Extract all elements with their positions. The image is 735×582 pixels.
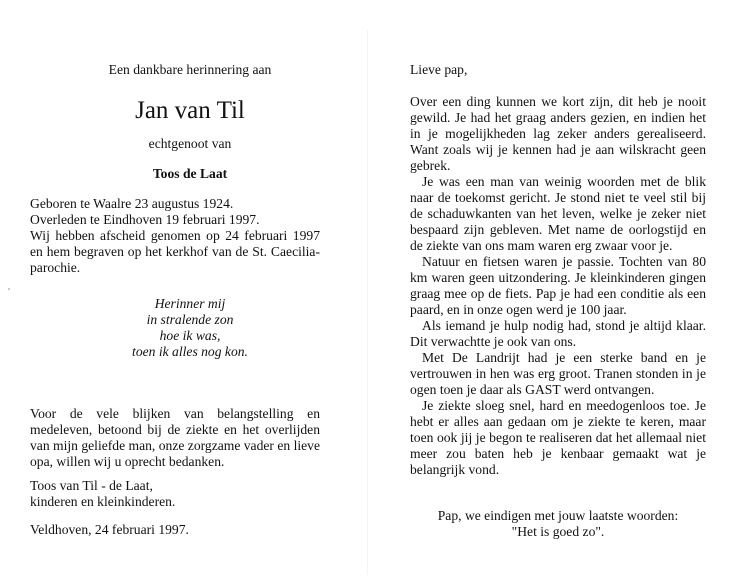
death-line: Overleden te Eindhoven 19 februari 1997. bbox=[30, 212, 260, 227]
verse-line: toen ik alles nog kon. bbox=[132, 344, 248, 359]
scan-speck bbox=[8, 288, 10, 290]
place-date: Veldhoven, 24 februari 1997. bbox=[30, 522, 189, 537]
letter-paragraph: Je ziekte sloeg snel, hard en meedogenloos toe. Je hebt er alles aan gedaan om je ziekte te keren, maar toen ook jij je begon te realiseren dat het allemaal niet meer zou baten heb je kenbaar gemaakt wat je belangrijk vond. bbox=[410, 398, 706, 477]
letter-paragraph: Met De Landrijt had je een sterke band en je vertrouwen in hen was erg groot. Tranen stonden in je ogen toen je daar als GAST werd ontvangen. bbox=[410, 350, 706, 397]
birth-line: Geboren te Waalre 23 augustus 1924. bbox=[30, 196, 234, 211]
verse-line: hoe ik was, bbox=[159, 328, 221, 343]
deceased-name: Jan van Til bbox=[135, 97, 245, 124]
verse-line: Herinner mij bbox=[154, 296, 226, 311]
closing-line: Pap, we eindigen met jouw laatste woorden: bbox=[437, 508, 679, 523]
letter-paragraph: Over een ding kunnen we kort zijn, dit heb je nooit gewild. Je had het graag anders gezien, en indien het in je mogelijkheden lag zeker anders gerealiseerd. Want zoals wij je kennen had je aan wilskracht geen gebrek. bbox=[410, 94, 706, 173]
greeting: Lieve pap, bbox=[410, 62, 468, 77]
signature-block bbox=[30, 478, 320, 510]
letter-paragraph: Je was een man van weinig woorden met de blik naar de toekomst gericht. Je stond niet te veel stil bij de schaduwkanten van het leven, welke je zeker niet bespaard zijn gebleven. Met name de oorlogstijd en de ziekte van ons mam waren erg zwaar voor je. bbox=[410, 174, 706, 253]
bio-block bbox=[30, 196, 320, 276]
signature-family: kinderen en kleinkinderen. bbox=[30, 494, 176, 509]
letter-paragraph: Als iemand je hulp nodig had, stond je altijd klaar. Dit verwachtte je ook van ons. bbox=[410, 318, 706, 349]
letter-paragraph: Natuur en fietsen waren je passie. Tochten van 80 km waren geen uitzondering. Je kleinkinderen gingen graag mee op de fiets. Pap je had een conditie als een paard, en in onze ogen werd je 100 jaar. bbox=[410, 254, 706, 317]
letter-body bbox=[410, 94, 706, 478]
memorial-verse bbox=[30, 296, 350, 360]
last-words: "Het is goed zo". bbox=[511, 524, 605, 539]
spouse-name: Toos de Laat bbox=[152, 166, 228, 181]
spouse-label: echtgenoot van bbox=[148, 136, 232, 151]
farewell-line: Wij hebben afscheid genomen op 24 februari 1997 en hem begraven op het kerkhof van de St. Caecilia-parochie. bbox=[30, 228, 320, 275]
thanks-paragraph: Voor de vele blijken van belangstelling en medeleven, betoond bij de ziekte en het overlijden van mijn geliefde man, onze zorgzame vader en lieve opa, willen wij u oprecht bedanken. bbox=[30, 406, 320, 469]
signature-names: Toos van Til - de Laat, bbox=[30, 478, 153, 493]
verse-line: in stralende zon bbox=[146, 312, 234, 327]
card-fold-line bbox=[367, 30, 368, 575]
intro-line: Een dankbare herinnering aan bbox=[108, 62, 272, 77]
